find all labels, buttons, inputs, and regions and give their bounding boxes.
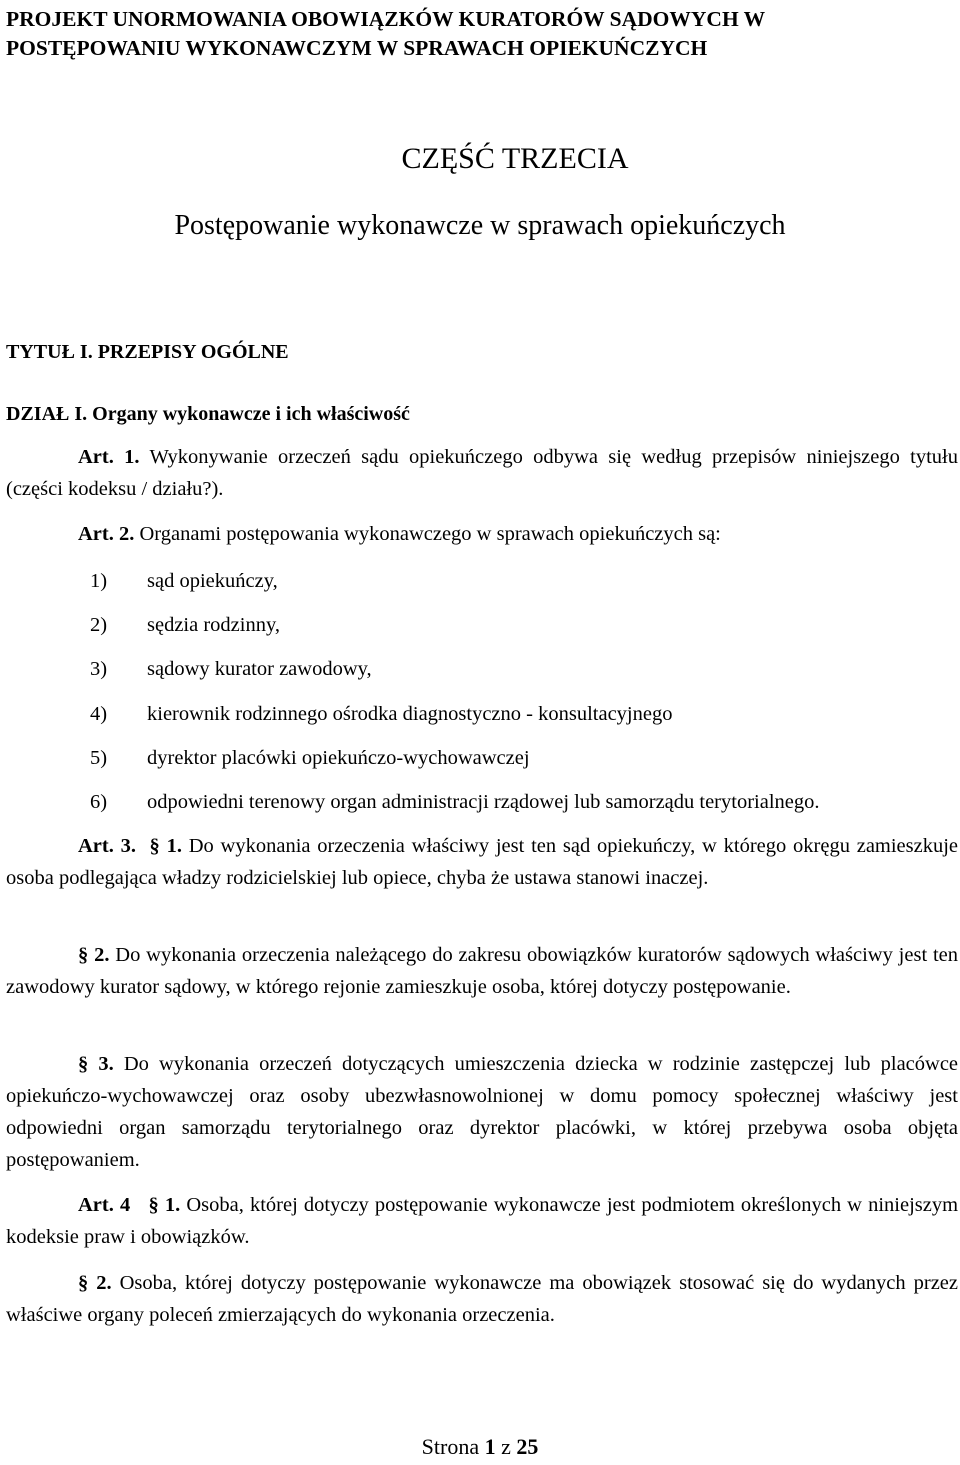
paragraph-text: Do wykonania orzeczenia należącego do zakresu obowiązków kuratorów sądowych właściwy jest ten zawodowy kurator sądowy, w którego rejonie zamieszkuje osoba, której dotyczy postępowanie. [6,944,959,998]
article-1-text: Wykonywanie orzeczeń sądu opiekuńczego odbywa się według przepisów niniejszego tytułu (części kodeksu / działu?). [6,446,958,500]
list-item-text: sądowy kurator zawodowy, [147,658,372,680]
footer-page-number: 1 [484,1434,496,1459]
header-line-2: POSTĘPOWANIU WYKONAWCZYM W SPRAWACH OPIEKUŃCZYCH [6,36,708,60]
list-item-text: kierownik rodzinnego ośrodka diagnostyczno - konsultacyjnego [147,703,673,725]
article-4-label: Art. 4 [78,1194,131,1216]
footer-page-total: 25 [516,1434,539,1459]
header-line-1: PROJEKT UNORMOWANIA OBOWIĄZKÓW KURATORÓW SĄDOWYCH W [6,7,766,31]
list-item-text: odpowiedni terenowy organ administracji rządowej lub samorządu terytorialnego. [147,791,820,813]
list-item [90,612,280,638]
document-header [6,5,958,63]
list-item-number: 5) [90,747,108,769]
article-4-paragraph-2 [6,1267,958,1331]
list-item-number: 6) [90,791,108,813]
list-item-text: sędzia rodzinny, [147,614,281,636]
part-subtitle: Postępowanie wykonawcze w sprawach opiekuńczych [174,210,786,241]
list-item-text: dyrektor placówki opiekuńczo-wychowawczej [147,747,530,769]
article-4-paragraph-1 [6,1189,958,1253]
article-1-label: Art. 1. [78,446,140,468]
page-footer [0,1434,960,1460]
article-3-paragraph-3 [6,1048,958,1176]
list-item [90,789,820,815]
paragraph-text: Do wykonania orzeczenia właściwy jest ten sąd opiekuńczy, w którego okręgu zamieszkuje osoba podlegająca władzy rodzicielskiej lub opiece, chyba że ustawa stanowi inaczej. [6,835,959,889]
title-heading: TYTUŁ I. PRZEPISY OGÓLNE [6,341,289,363]
article-1 [6,441,958,505]
article-2 [6,518,958,550]
list-item-number: 1) [90,570,108,592]
article-2-label: Art. 2. [78,523,135,545]
paragraph-label: § 3. [78,1053,114,1075]
paragraph-label: § 2. [78,1272,112,1294]
paragraph-text: Osoba, której dotyczy postępowanie wykonawcze jest podmiotem określonych w niniejszym kodeksie praw i obowiązków. [6,1194,959,1248]
article-3-label: Art. 3. [78,835,136,857]
paragraph-label: § 1. [148,1194,181,1216]
paragraph-label: § 1. [149,835,182,857]
paragraph-label: § 2. [78,944,110,966]
list-item [90,745,530,771]
list-item-number: 2) [90,614,108,636]
footer-prefix: Strona [421,1434,480,1459]
list-item [90,701,672,727]
list-item-number: 4) [90,703,108,725]
list-item-text: sąd opiekuńczy, [147,570,278,592]
list-item [90,568,278,594]
part-title: CZĘŚĆ TRZECIA [401,142,629,175]
division-heading: DZIAŁ I. Organy wykonawcze i ich właściwość [6,403,410,425]
list-item-number: 3) [90,658,108,680]
article-3-paragraph-1 [6,830,958,894]
list-item [90,656,372,682]
article-2-text: Organami postępowania wykonawczego w sprawach opiekuńczych są: [139,523,721,545]
article-3-paragraph-2 [6,939,958,1003]
footer-separator: z [501,1434,511,1459]
paragraph-text: Osoba, której dotyczy postępowanie wykonawcze ma obowiązek stosować się do wydanych przez właściwe organy poleceń zmierzających do wykonania orzeczenia. [6,1272,958,1326]
paragraph-text: Do wykonania orzeczeń dotyczących umieszczenia dziecka w rodzinie zastępczej lub placówce opiekuńczo-wychowawczej oraz osoby ubezwłasnowolnionej w domu pomocy społecznej właściwy jest odpowiedni organ samorządu terytorialnego oraz dyrektor placówki, w której przebywa osoba objęta postępowaniem. [6,1053,959,1171]
